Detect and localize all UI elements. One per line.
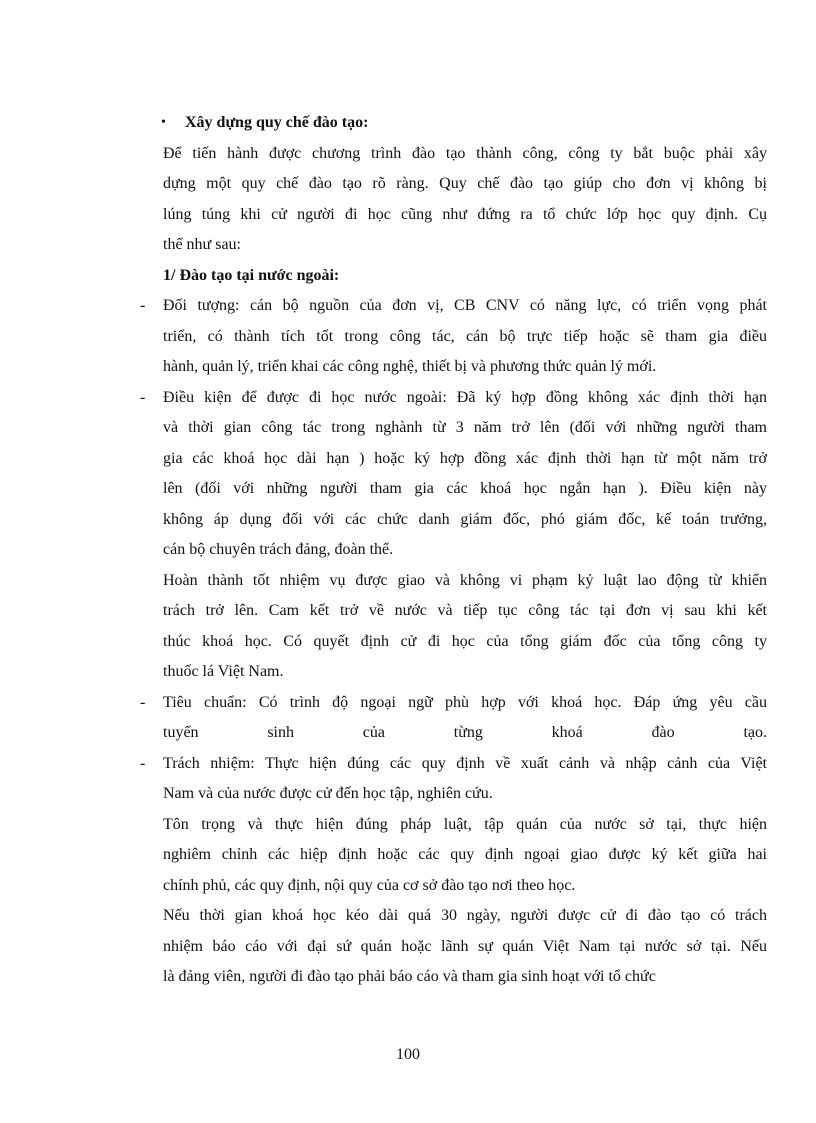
paragraph-neu-thoi-gian	[163, 901, 767, 993]
paragraph-line: nghiêm chỉnh các hiệp định hoặc các quy định ngoại giao được ký kết giữa hai	[163, 846, 767, 863]
section-heading-text: Xây dựng quy chế đào tạo:	[185, 114, 369, 131]
paragraph-line: Để tiến hành được chương trình đào tạo thành công, công ty bắt buộc phải xây	[163, 144, 767, 162]
paragraph-line: Tôn trọng và thực hiện đúng pháp luật, tập quán của nước sở tại, thực hiện	[163, 815, 767, 833]
paragraph-line: lên (đối với những người tham gia các khoá học ngắn hạn ). Điều kiện này	[163, 480, 767, 497]
paragraph-line: và thời gian công tác trong nghành từ 3 năm trở lên (đối với những người tham	[163, 419, 767, 436]
paragraph-line: nhiệm báo cáo với đại sứ quán hoặc lãnh sự quán Việt Nam tại nước sở tại. Nếu	[163, 937, 767, 955]
paragraph-line: Điều kiện để được đi học nước ngoài: Đã ký hợp đồng không xác định thời hạn	[163, 388, 767, 406]
paragraph-line: hành, quản lý, triển khai các công nghệ, thiết bị và phương thức quản lý mới.	[163, 358, 657, 375]
paragraph-line: lúng túng khi cử người đi học cũng như đứng ra tổ chức lớp học quy định. Cụ	[163, 205, 767, 223]
section-heading	[163, 108, 767, 139]
list-item-trach-nhiem	[140, 749, 767, 810]
paragraph-line: tuyển sinh của từng khoá đào tạo.	[163, 724, 767, 741]
document-body	[140, 108, 767, 993]
paragraph-line: là đảng viên, người đi đào tạo phải báo cáo và tham gia sinh hoạt với tổ chức	[163, 968, 656, 985]
bullet-icon: •	[161, 115, 166, 130]
intro-paragraph	[163, 139, 767, 261]
dash-marker: -	[140, 693, 146, 711]
paragraph-line: triển, có thành tích tốt trong công tác, cán bộ trực tiếp hoặc sẽ tham gia điều	[163, 327, 767, 345]
paragraph-line: Nếu thời gian khoá học kéo dài quá 30 ngày, người được cử đi đào tạo có trách	[163, 907, 767, 924]
paragraph-line: dựng một quy chế đào tạo rõ ràng. Quy chế đào tạo giúp cho đơn vị không bị	[163, 175, 767, 192]
paragraph-line: thể như sau:	[163, 236, 241, 253]
page-number: 100	[396, 1046, 420, 1063]
paragraph-line: Tiêu chuẩn: Có trình độ ngoại ngữ phù hợp với khoá học. Đáp ứng yêu cầu	[163, 693, 767, 711]
list-item-dieu-kien	[140, 383, 767, 566]
dash-marker: -	[140, 388, 146, 406]
dash-marker: -	[140, 754, 146, 772]
paragraph-ton-trong	[163, 810, 767, 902]
paragraph-line: thúc khoá học. Có quyết định cử đi học của tổng giám đốc của tổng công ty	[163, 632, 767, 650]
paragraph-line: thuốc lá Việt Nam.	[163, 663, 284, 680]
paragraph-line: trách trở lên. Cam kết trở về nước và tiếp tục công tác tại đơn vị sau khi kết	[163, 602, 767, 619]
paragraph-line: chính phủ, các quy định, nội quy của cơ sở đào tạo nơi theo học.	[163, 876, 576, 894]
subheading: 1/ Đào tạo tại nước ngoài:	[163, 266, 340, 284]
paragraph-hoan-thanh	[163, 566, 767, 688]
paragraph-line: gia các khoá học dài hạn ) hoặc ký hợp đồng xác định thời hạn từ một năm trở	[163, 449, 767, 467]
paragraph-line: Hoàn thành tốt nhiệm vụ được giao và không vi phạm kỷ luật lao động từ khiển	[163, 571, 767, 589]
paragraph-line: cán bộ chuyên trách đảng, đoàn thể.	[163, 541, 394, 558]
paragraph-line: Nam và của nước được cử đến học tập, nghiên cứu.	[163, 785, 493, 802]
paragraph-line: Đối tượng: cán bộ nguồn của đơn vị, CB CNV có năng lực, có triển vọng phát	[163, 297, 767, 314]
dash-marker: -	[140, 297, 146, 314]
list-item-tieu-chuan	[140, 688, 767, 749]
paragraph-line: Trách nhiệm: Thực hiện đúng các quy định về xuất cảnh và nhập cảnh của Việt	[163, 754, 767, 772]
list-item-doi-tuong	[140, 291, 767, 383]
paragraph-line: không áp dụng đối với các chức danh giám đốc, phó giám đốc, kế toán trưởng,	[163, 510, 767, 528]
